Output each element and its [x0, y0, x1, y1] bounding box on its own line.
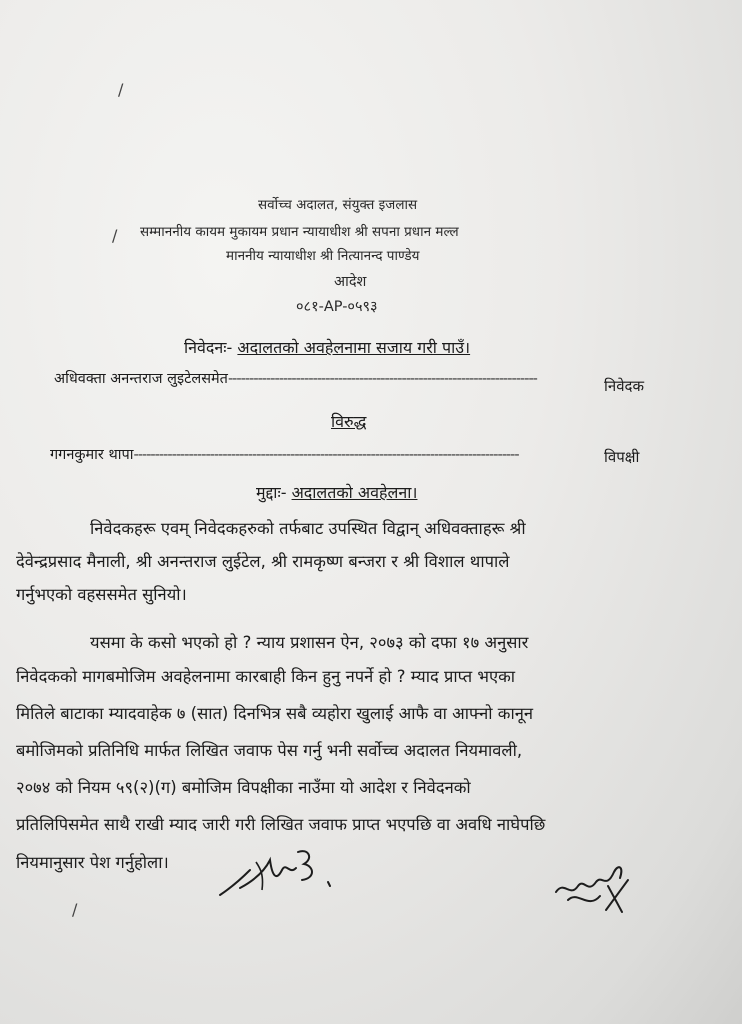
para1-line: देवेन्द्रप्रसाद मैनाली, श्री अनन्तराज लुईटेल, श्री रामकृष्ण बन्जरा र श्री विशाल थापाले — [16, 552, 510, 571]
petitioner-name: अधिवक्ता अनन्तराज लुइटेलसमेत — [54, 371, 228, 387]
para1-line: निवेदकहरू एवम् निवेदकहरुको तर्फबाट उपस्थित विद्वान् अधिवक्ताहरू श्री — [90, 519, 526, 538]
para1-line: गर्नुभएको वहससमेत सुनियो। — [16, 585, 187, 604]
subject-line — [256, 481, 417, 503]
signature-right — [548, 850, 638, 920]
margin-mark: / — [112, 226, 118, 245]
bench-justice-2: माननीय न्यायाधीश श्री नित्यानन्द पाण्डेय — [226, 248, 420, 264]
para2-line: यसमा के कसो भएको हो ? न्याय प्रशासन ऐन, २०७३ को दफा १७ अनुसार — [90, 633, 529, 652]
court-name: सर्वोच्च अदालत, संयुक्त इजलास — [258, 197, 418, 213]
petition-label: निवेदनः- — [184, 338, 233, 357]
petitioner-line — [54, 368, 537, 388]
signature-left — [210, 840, 360, 910]
bench-justice-1: सम्माननीय कायम मुकायम प्रधान न्यायाधीश श्री सपना प्रधान मल्ल — [140, 224, 459, 240]
para2-line: निवेदकको मागबमोजिम अवहेलनामा कारबाही किन हुनु नपर्ने हो ? म्याद प्राप्त भएका — [16, 667, 516, 686]
para2-line: नियमानुसार पेश गर्नुहोला। — [16, 853, 169, 872]
margin-mark: / — [72, 900, 78, 919]
para2-line: प्रतिलिपिसमेत साथै राखी म्याद जारी गरी लिखित जवाफ प्राप्त भएपछि वा अवधि नाघेपछि — [16, 815, 546, 834]
respondent-name: गगनकुमार थापा — [50, 447, 134, 463]
petitioner-dashes: ------------------------------------------------------------------------- — [227, 371, 537, 387]
para2-line: मितिले बाटाका म्यादवाहेक ७ (सात) दिनभित्र सबै व्यहोरा खुलाई आफै वा आफ्नो कानून — [16, 704, 534, 723]
subject-text: अदालतको अवहेलना। — [291, 483, 418, 502]
para2-line: २०७४ को नियम ५९(२)(ग) बमोजिम विपक्षीका नाउँमा यो आदेश र निवेदनको — [16, 778, 471, 797]
margin-mark: / — [118, 80, 124, 99]
para2-line: बमोजिमको प्रतिनिधि मार्फत लिखित जवाफ पेस गर्नु भनी सर्वोच्च अदालत नियमावली, — [16, 741, 523, 760]
subject-label: मुद्दाः- — [256, 483, 287, 502]
versus-heading: विरुद्ध — [331, 412, 367, 431]
respondent-dashes: ------------------------------------------------------------------------------------------- — [133, 447, 519, 463]
order-title: आदेश — [334, 274, 367, 290]
case-number: ०८१-AP-०५९३ — [296, 299, 378, 315]
respondent-line — [50, 444, 519, 464]
petition-text: अदालतको अवहेलनामा सजाय गरी पाउँ। — [237, 338, 471, 357]
petitioner-role: निवेदक — [604, 377, 645, 395]
petition-line — [184, 336, 470, 358]
respondent-role: विपक्षी — [604, 448, 640, 466]
